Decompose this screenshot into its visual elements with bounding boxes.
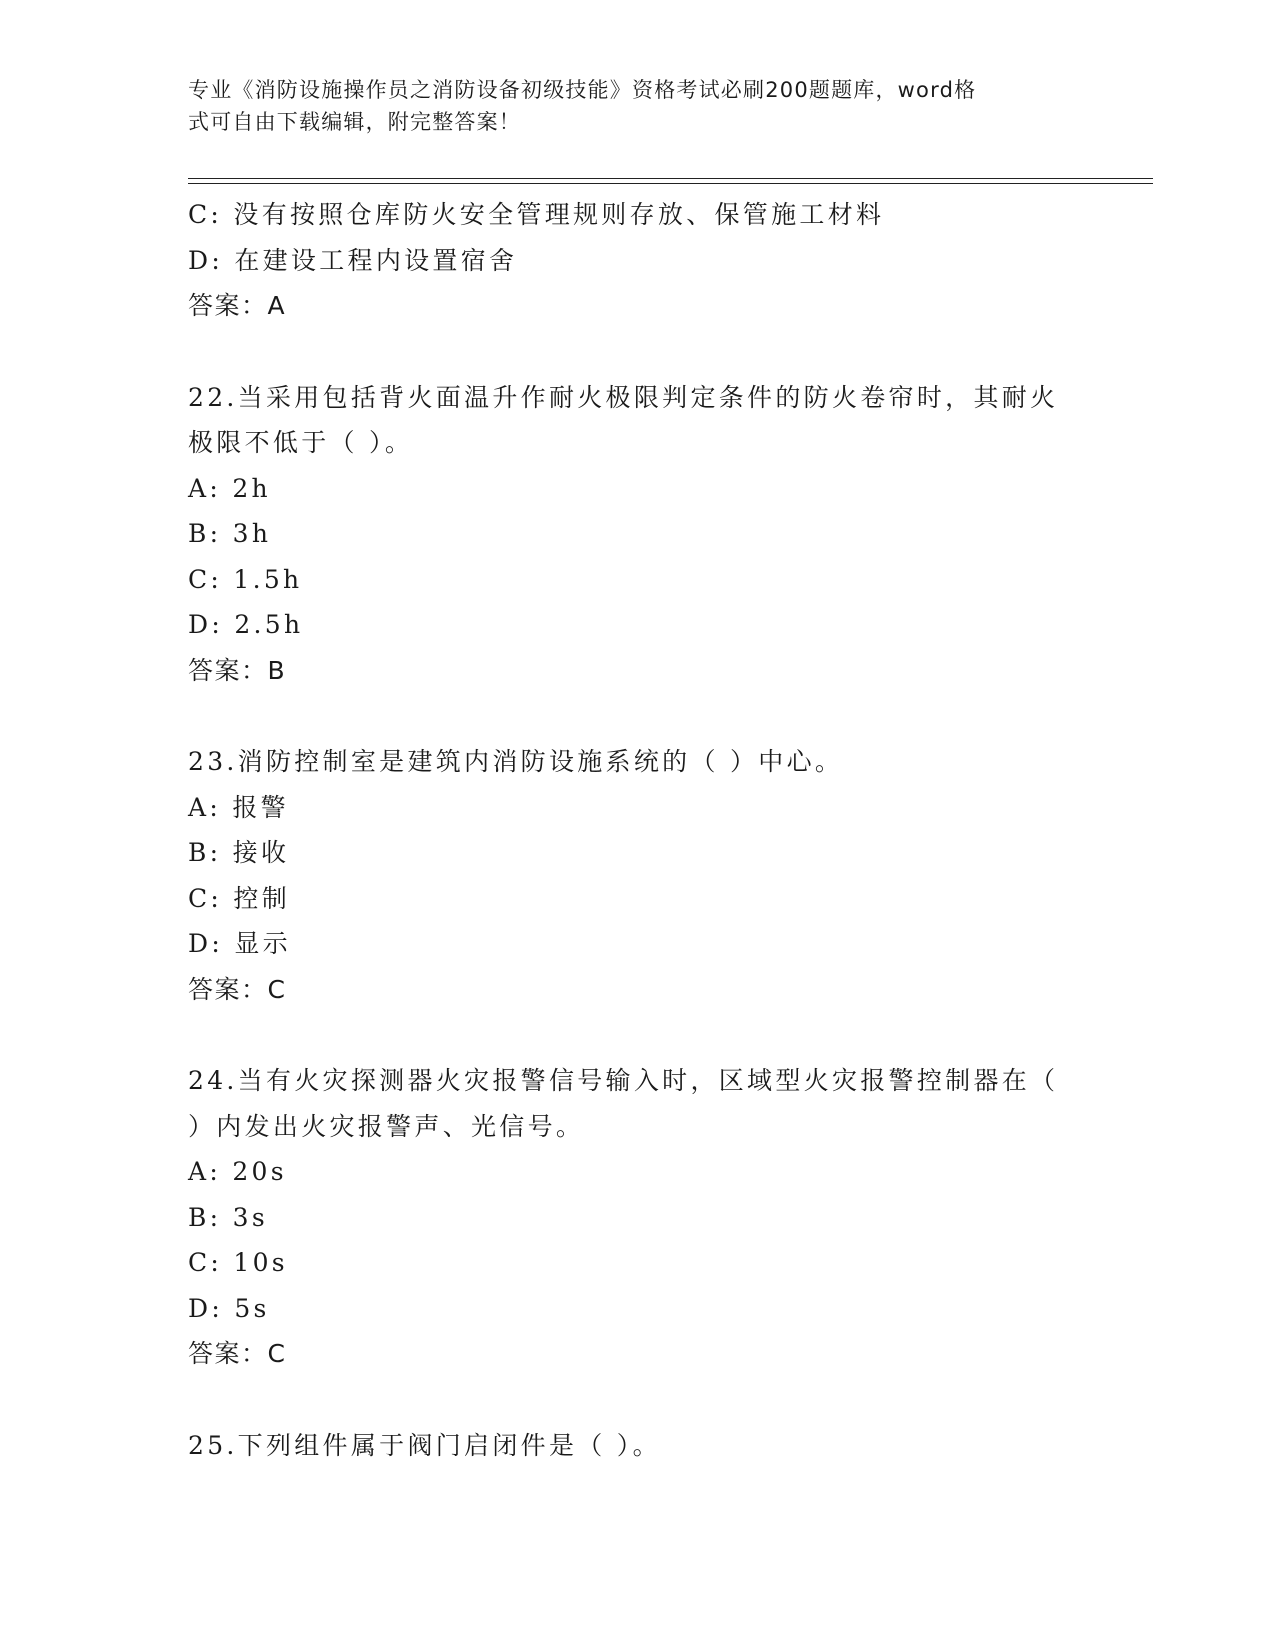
question-stem-cont: ）内发出火灾报警声、光信号。 — [188, 1111, 585, 1141]
option-a: A: 2h — [188, 473, 271, 503]
header-line-1: 专业《消防设施操作员之消防设备初级技能》资格考试必刷200题题库，word格 — [188, 78, 977, 102]
option-d: D: 在建设工程内设置宿舍 — [188, 245, 518, 275]
option-c: C: 控制 — [188, 883, 290, 913]
spacer — [188, 693, 1088, 739]
question-stem: 23.消防控制室是建筑内消防设施系统的（ ）中心。 — [188, 747, 844, 776]
spacer — [188, 1377, 1088, 1423]
question-stem-cont: 极限不低于（ ）。 — [188, 428, 414, 457]
question-block-21 — [188, 192, 1088, 329]
question-stem: 22.当采用包括背火面温升作耐火极限判定条件的防火卷帘时，其耐火 — [188, 382, 1059, 412]
option-c: C: 10s — [188, 1248, 288, 1277]
question-stem: 25.下列组件属于阀门启闭件是（ ）。 — [188, 1430, 661, 1460]
answer-line: 答案：A — [188, 291, 287, 320]
question-block-23 — [188, 739, 1088, 1012]
question-list — [188, 192, 1088, 1468]
header-divider-top — [188, 178, 1153, 179]
option-c: C: 没有按照仓库防火安全管理规则存放、保管施工材料 — [188, 200, 885, 229]
answer-line: 答案：C — [188, 974, 287, 1004]
option-c: C: 1.5h — [188, 564, 303, 594]
question-block-24 — [188, 1058, 1088, 1377]
spacer — [188, 1012, 1088, 1058]
option-b: B: 3h — [188, 519, 272, 548]
answer-line: 答案：C — [188, 1339, 287, 1368]
answer-line: 答案：B — [188, 655, 287, 685]
document-header — [188, 74, 1068, 138]
question-block-25 — [188, 1423, 1088, 1469]
option-d: D: 5s — [188, 1293, 270, 1323]
option-a: A: 20s — [188, 1157, 287, 1186]
option-a: A: 报警 — [188, 792, 289, 822]
option-d: D: 2.5h — [188, 610, 304, 639]
header-divider-bottom — [188, 183, 1153, 184]
option-b: B: 接收 — [188, 838, 290, 867]
header-line-2: 式可自由下载编辑，附完整答案！ — [188, 110, 521, 134]
question-stem: 24.当有火灾探测器火灾报警信号输入时，区域型火灾报警控制器在（ — [188, 1066, 1059, 1095]
option-b: B: 3s — [188, 1202, 268, 1232]
question-block-22 — [188, 375, 1088, 694]
spacer — [188, 329, 1088, 375]
option-d: D: 显示 — [188, 929, 291, 958]
